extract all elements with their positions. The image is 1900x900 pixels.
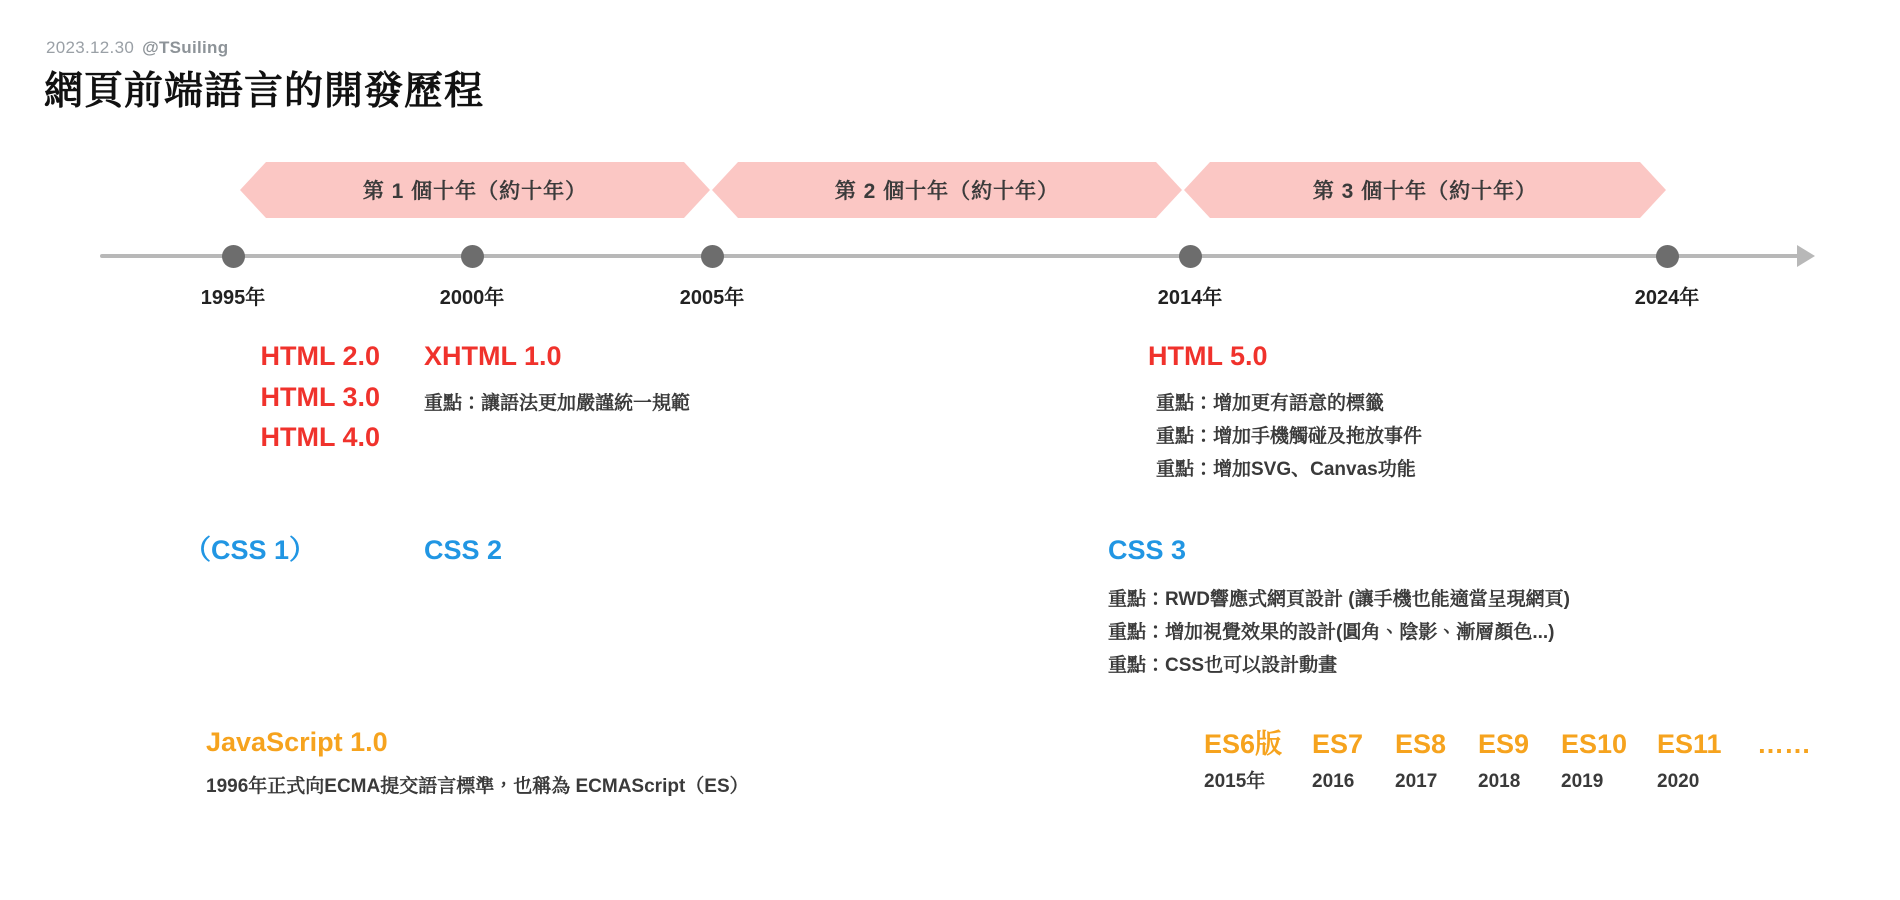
timeline-node-dot-2014 [1179,245,1202,268]
decade-banner-label-2: 第 2 個十年（約十年） [834,180,1060,203]
css3-title: CSS 3 [1108,535,1187,565]
es-version-es6: ES6版 [1204,729,1283,759]
es-version-es9: ES9 [1478,729,1530,759]
html5-note-1: 重點：增加更有語意的標籤 [1156,392,1385,414]
page-title: 網頁前端語言的開發歷程 [44,70,485,113]
es-version-es7: ES7 [1312,729,1364,759]
html5-block [1148,336,1422,486]
css3-note-2: 重點：增加視覺效果的設計(圓角、陰影、漸層顏色...) [1108,621,1555,643]
es-version-es11: ES11 [1657,729,1722,759]
meta-date: 2023.12.30 [46,38,135,57]
css2-title: CSS 2 [424,535,503,565]
timeline-node-label-2024: 2024年 [1634,287,1700,309]
xhtml-note-1: 重點：讓語法更加嚴謹統一規範 [424,392,691,414]
html-version-2: HTML 2.0 [260,341,380,371]
timeline-node-dot-2024 [1656,245,1679,268]
html-version-3: HTML 3.0 [260,381,380,412]
meta-handle: @TSuiling [142,38,229,57]
es-years-row [1204,766,1757,793]
timeline-arrow-icon [1797,245,1815,267]
es-versions-row [1204,722,1811,761]
es-version-ellipsis: …… [1757,729,1811,759]
timeline-node-dot-2005 [701,245,724,268]
timeline-node-dot-2000 [461,245,484,268]
decade-banner-2 [712,162,1182,218]
es-year-2020: 2020 [1657,771,1700,792]
html5-note-2: 重點：增加手機觸碰及拖放事件 [1156,425,1423,447]
decade-banner-3 [1184,162,1666,218]
css1-title: （CSS 1） [184,535,317,565]
meta-line [46,38,228,58]
es-version-es10: ES10 [1561,729,1628,759]
css3-note-3: 重點：CSS也可以設計動畫 [1108,655,1338,676]
es-year-2019: 2019 [1561,771,1604,792]
css2-block [424,530,502,571]
html-versions-era1 [100,336,380,458]
html5-note-3: 重點：增加SVG、Canvas功能 [1156,459,1416,480]
timeline-node-dot-1995 [222,245,245,268]
decade-banner-label-3: 第 3 個十年（約十年） [1312,180,1538,203]
decade-banner-label-1: 第 1 個十年（約十年） [362,180,588,203]
es-version-es8: ES8 [1395,729,1447,759]
es-year-2017: 2017 [1395,771,1438,792]
timeline-node-label-1995: 1995年 [200,287,266,309]
xhtml-block [424,336,690,420]
html5-title: HTML 5.0 [1148,341,1268,371]
html-version-4: HTML 4.0 [260,422,380,452]
xhtml-title: XHTML 1.0 [424,341,562,371]
timeline-node-label-2000: 2000年 [439,287,505,309]
css3-note-1: 重點：RWD響應式網頁設計 (讓手機也能適當呈現網頁) [1108,588,1570,610]
css3-block [1108,530,1570,682]
javascript-title: JavaScript 1.0 [206,727,388,757]
decade-banner-1 [240,162,710,218]
timeline-node-label-2014: 2014年 [1157,287,1223,309]
timeline-node-label-2005: 2005年 [679,287,745,309]
timeline-axis [100,254,1800,258]
css1-block [184,530,316,571]
es-year-2016: 2016 [1312,771,1355,792]
javascript-note: 1996年正式向ECMA提交語言標準，也稱為 ECMAScript（ES） [206,775,749,797]
es-year-2015: 2015年 [1204,771,1266,792]
es-year-2018: 2018 [1478,771,1521,792]
javascript-block [206,722,749,803]
